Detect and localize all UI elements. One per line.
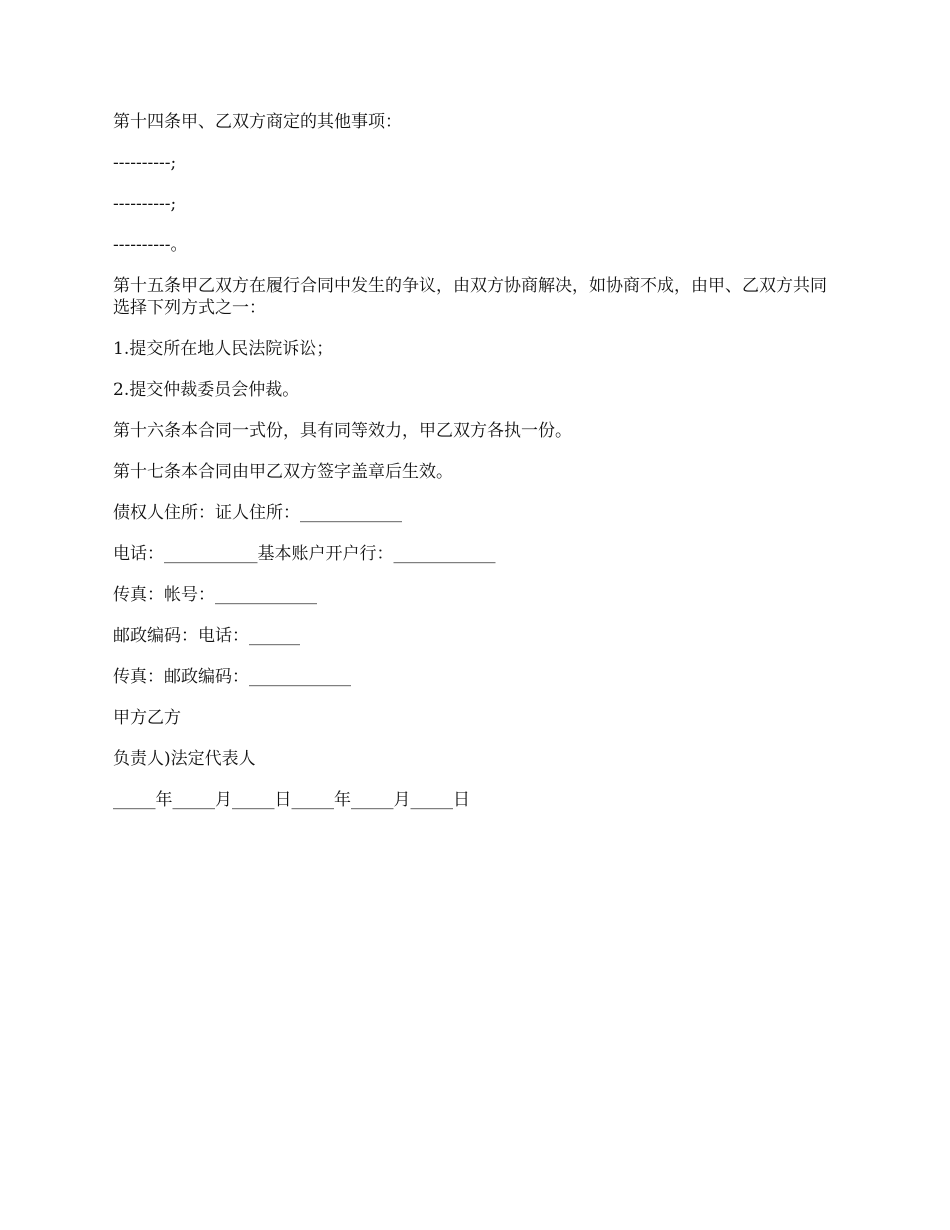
signature-date-line: _____年_____月_____日_____年_____月_____日 xyxy=(113,790,470,810)
clause-14-item-1: ----------; xyxy=(113,153,177,173)
phone-bank-line: 电话：___________基本账户开户行：____________ xyxy=(113,544,496,564)
address-line: 债权人住所：证人住所：____________ xyxy=(113,503,402,523)
fax-postcode-line: 传真：邮政编码：____________ xyxy=(113,667,351,687)
fax-account-line: 传真：帐号：____________ xyxy=(113,585,317,605)
clause-17-text: 第十七条本合同由甲乙双方签字盖章后生效。 xyxy=(113,462,453,482)
document-body xyxy=(113,111,843,830)
clause-15-option-2: 2.提交仲裁委员会仲裁。 xyxy=(113,380,300,400)
clause-14-heading: 第十四条甲、乙双方商定的其他事项： xyxy=(113,112,402,132)
clause-15-text: 第十五条甲乙双方在履行合同中发生的争议，由双方协商解决，如协商不成，由甲、乙双方共同选择下列方式之一： xyxy=(113,276,827,318)
clause-16-text: 第十六条本合同一式份，具有同等效力，甲乙双方各执一份。 xyxy=(113,421,572,441)
party-labels: 甲方乙方 xyxy=(113,708,181,728)
clause-15-option-1: 1.提交所在地人民法院诉讼； xyxy=(113,339,334,359)
postcode-phone-line: 邮政编码：电话：______ xyxy=(113,626,300,646)
clause-14-item-2: ----------; xyxy=(113,194,177,214)
representative-labels: 负责人)法定代表人 xyxy=(113,749,256,769)
clause-14-item-3: ----------。 xyxy=(113,235,188,255)
